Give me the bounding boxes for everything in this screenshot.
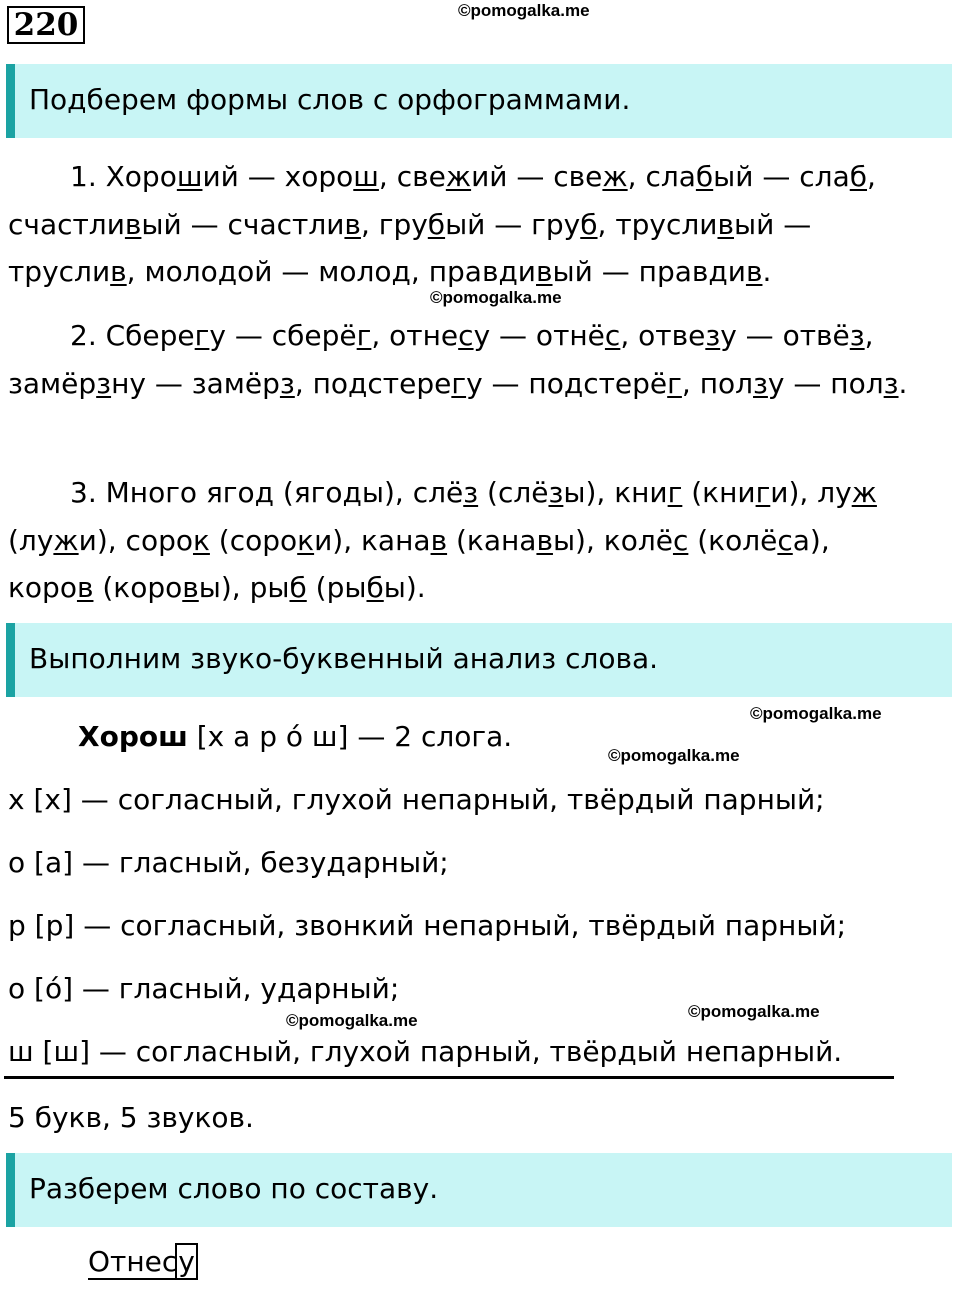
section-heading [6, 1153, 952, 1227]
section-title: Разберем слово по составу. [29, 1172, 439, 1205]
answer-paragraph-3: 3. Много ягод (ягоды), слёз (слёзы), книг (книги), луж (лужи), сорок (сороки), канав (канавы), колёс (колёса), коров (коровы), рыб (рыбы). [8, 476, 877, 604]
sound-line: х [х] — согласный, глухой непарный, твёрдый парный; [8, 783, 825, 816]
answer-paragraph-1: 1. Хороший — хорош, свежий — свеж, слабый — слаб, счастливый — счастлив, грубый — груб, трусливый — труслив, молодой — молод, правдивый — правдив. [8, 160, 876, 288]
watermark: ©pomogalka.me [750, 704, 882, 723]
sound-line: о [ó] — гласный, ударный; [8, 972, 400, 1005]
answer-paragraph-2: 2. Сберегу — сберёг, отнесу — отнёс, отвезу — отвёз, замёрзну — замёрз, подстерегу — подстерёг, ползу — полз. [8, 319, 908, 400]
analysis-headline [78, 719, 512, 755]
word-stem: Отнес [88, 1245, 178, 1278]
section-heading [6, 64, 952, 138]
summary-text: 5 букв, 5 звуков. [8, 1101, 254, 1134]
sound-line: р [р] — согласный, звонкий непарный, твёрдый парный; [8, 909, 847, 942]
divider [4, 1076, 894, 1079]
watermark: ©pomogalka.me [688, 1002, 820, 1021]
transcription: [х а р ó ш] — 2 слога. [196, 720, 513, 753]
section-title: Подберем формы слов с орфограммами. [29, 83, 631, 116]
section-title: Выполним звуко-буквенный анализ слова. [29, 642, 659, 675]
watermark: ©pomogalka.me [608, 746, 740, 765]
watermark: ©pomogalka.me [430, 288, 562, 307]
sound-line: о [а] — гласный, безударный; [8, 846, 449, 879]
watermark: ©pomogalka.me [458, 1, 590, 20]
morpheme-analysis [88, 1242, 198, 1282]
exercise-number: 220 [7, 6, 85, 44]
section-heading [6, 623, 952, 697]
word-ending: у [175, 1243, 198, 1280]
analysis-word: Хорош [78, 720, 188, 753]
watermark: ©pomogalka.me [286, 1011, 418, 1030]
sound-line: ш [ш] — согласный, глухой парный, твёрдый непарный. [8, 1035, 843, 1068]
